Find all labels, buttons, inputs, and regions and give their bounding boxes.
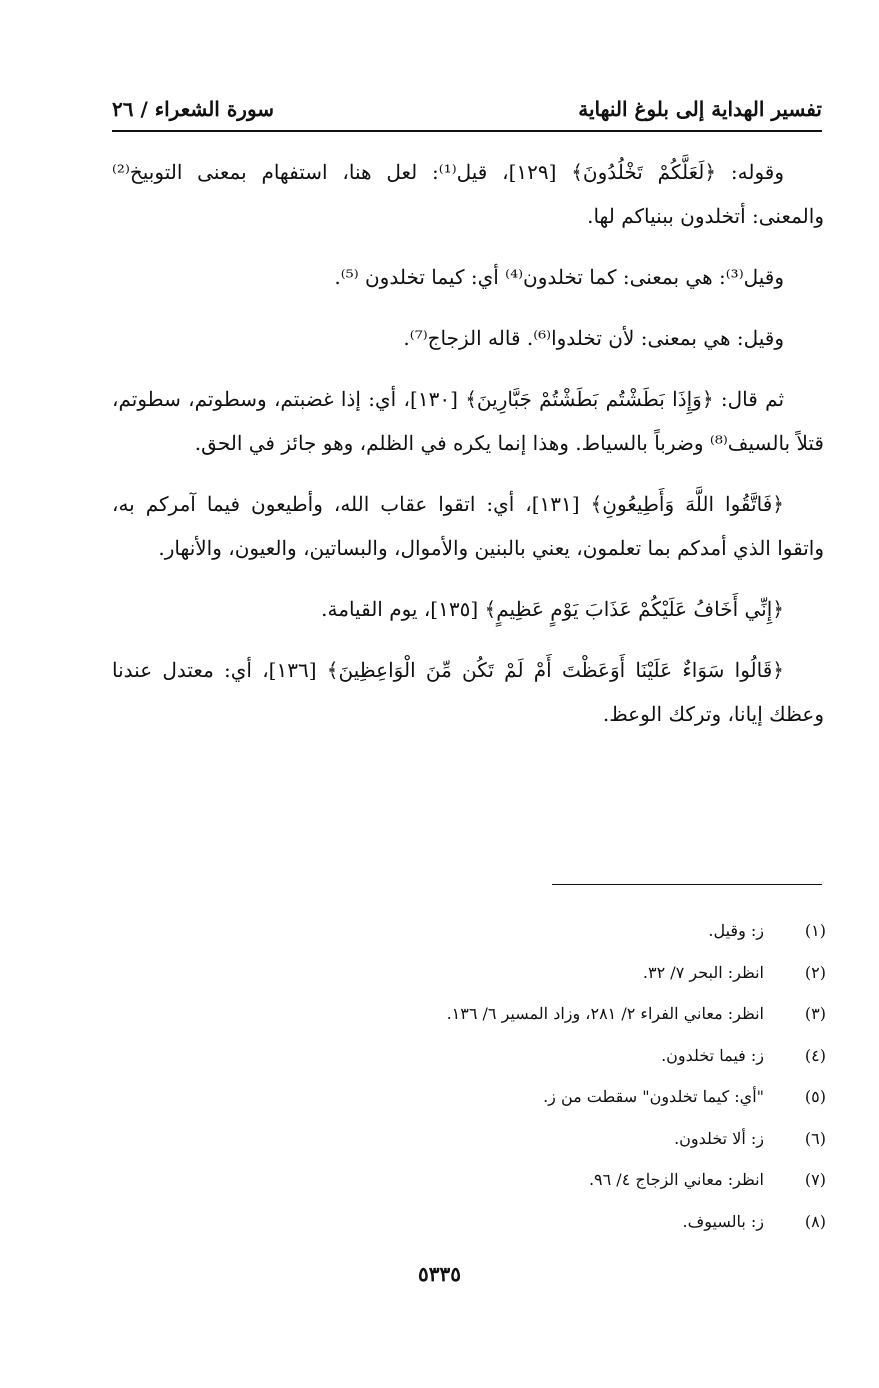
paragraph: وقيل: هي بمعنى: لأن تخلدوا⁽⁶⁾. قاله الزجاج⁽⁷⁾. [403, 326, 784, 350]
footnote-number: (٢) [804, 962, 826, 982]
footnote-number: (٨) [804, 1211, 826, 1231]
footnote-number: (١) [804, 921, 826, 940]
paragraph: ﴿فَاتَّقُوا اللَّهَ وَأَطِيعُونِ﴾ [١٣١]، أي: اتقوا عقاب الله، وأطيعون فيما آمركم به، واتقوا الذي أمدكم بما تعلمون، يعني بالبنين والأموال، والبساتين، والعيون، والأنهار. [112, 492, 824, 560]
footnote-text: انظر: معاني الزجاج ٤/ ٩٦. [588, 1170, 764, 1189]
paragraph: ﴿إِنِّي أَخَافُ عَلَيْكُمْ عَذَابَ يَوْمٍ عَظِيمٍ﴾ [١٣٥]، يوم القيامة. [321, 597, 784, 621]
footnote-text: ز: ألا تخلدون. [674, 1128, 764, 1148]
paragraph: ﴿قَالُوا سَوَاءٌ عَلَيْنَا أَوَعَظْتَ أَمْ لَمْ تَكُن مِّنَ الْوَاعِظِينَ﴾ [١٣٦]، أي: معتدل عندنا وعظك إيانا، وتركك الوعظ. [112, 658, 824, 726]
running-header [112, 88, 822, 132]
paragraph: ثم قال: ﴿وَإِذَا بَطَشْتُم بَطَشْتُمْ جَبَّارِينَ﴾ [١٣٠]، أي: إذا غضبتم، وسطوتم، سطوتم، قتلاً بالسيف⁽⁸⁾ وضرباً بالسياط. وهذا إنما يكره في الظلم، وهو جائز في الحق. [112, 387, 824, 455]
book-title: تفسير الهداية إلى بلوغ النهاية [578, 97, 822, 121]
footnote-text: انظر: معاني الفراء ٢/ ٢٨١، وزاد المسير ٦/ ١٣٦. [446, 1004, 764, 1023]
footnote-separator [552, 884, 822, 885]
footnote-item [112, 1118, 826, 1160]
footnote-item [112, 910, 826, 952]
footnote-number: (٣) [804, 1004, 826, 1023]
paragraph: وقيل⁽³⁾: هي بمعنى: كما تخلدون⁽⁴⁾ أي: كيما تخلدون ⁽⁵⁾. [334, 265, 784, 289]
footnote-number: (٤) [804, 1045, 826, 1065]
footnote-text: ز: وقيل. [708, 921, 764, 940]
main-text [112, 150, 824, 753]
surah-reference: سورة الشعراء / ٢٦ [112, 97, 275, 121]
footnote-text: انظر: البحر ٧/ ٣٢. [642, 962, 764, 982]
footnote-item [112, 1201, 826, 1243]
page-number: ٥٣٣٥ [418, 1262, 461, 1286]
footnotes [112, 910, 826, 1242]
footnote-item [112, 952, 826, 994]
footnote-text: ز: بالسيوف. [682, 1211, 764, 1231]
paragraph: وقوله: ﴿لَعَلَّكُمْ تَخْلُدُونَ﴾ [١٢٩]، قيل⁽¹⁾: لعل هنا، استفهام بمعنى التوبيخ⁽²⁾ والمعنى: أتخلدون ببنياكم لها. [112, 160, 824, 228]
footnote-text: ز: فيما تخلدون. [661, 1045, 764, 1065]
footnote-number: (٧) [804, 1170, 826, 1189]
footnote-item [112, 993, 826, 1035]
footnote-item [112, 1035, 826, 1077]
footnote-number: (٥) [804, 1087, 826, 1106]
footnote-item [112, 1076, 826, 1118]
footnote-number: (٦) [804, 1128, 826, 1148]
footnote-item [112, 1159, 826, 1201]
footnote-text: "أي: كيما تخلدون" سقطت من ز. [543, 1087, 764, 1106]
